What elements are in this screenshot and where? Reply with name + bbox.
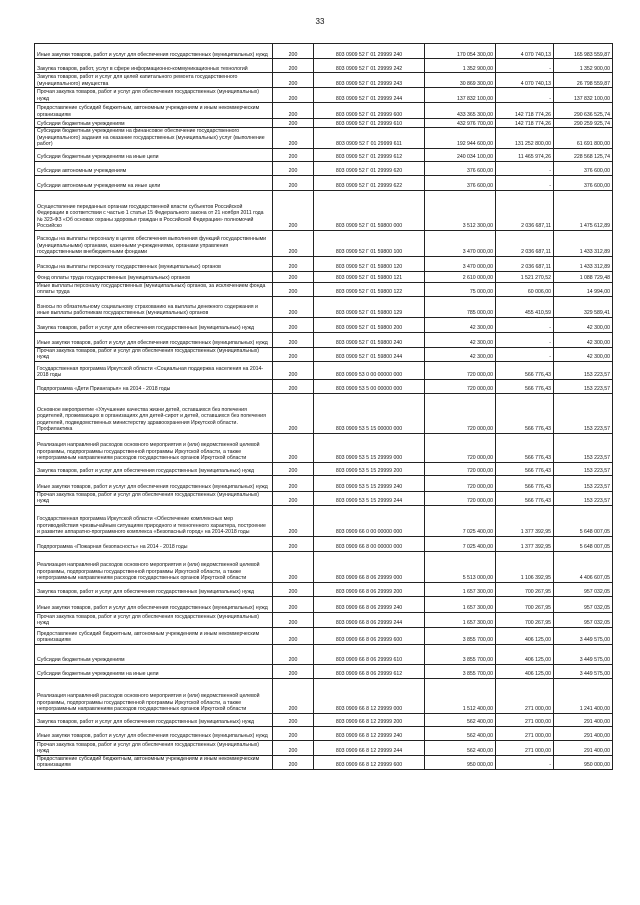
row-classification-code: 803 0909 52 Г 01 59800 129 xyxy=(314,296,425,317)
row-approved-amount: 720 000,00 xyxy=(425,462,496,475)
row-executed-amount: 566 776,43 xyxy=(496,361,554,379)
row-code: 200 xyxy=(273,271,314,282)
row-executed-amount: 1 521 270,52 xyxy=(496,271,554,282)
row-unexecuted-amount: 3 449 575,00 xyxy=(554,664,613,678)
row-approved-amount: 785 000,00 xyxy=(425,296,496,317)
row-executed-amount: - xyxy=(496,59,554,73)
row-name: Прочая закупка товаров, работ и услуг для обеспечения государственных (муниципальных) нужд xyxy=(35,491,273,505)
table-row xyxy=(35,475,613,491)
row-unexecuted-amount: 1 433 312,89 xyxy=(554,230,613,256)
row-executed-amount: 2 036 687,11 xyxy=(496,190,554,230)
table-row xyxy=(35,317,613,332)
row-unexecuted-amount: 153 223,57 xyxy=(554,491,613,505)
row-executed-amount: 142 718 774,26 xyxy=(496,119,554,128)
row-unexecuted-amount: 950 000,00 xyxy=(554,755,613,769)
row-approved-amount: 192 944 600,00 xyxy=(425,128,496,149)
row-code: 200 xyxy=(273,361,314,379)
row-unexecuted-amount: 1 352 900,00 xyxy=(554,59,613,73)
row-unexecuted-amount: 957 032,05 xyxy=(554,582,613,596)
row-name: Иные закупки товаров, работ и услуг для обеспечения государственных (муниципальных) нужд xyxy=(35,332,273,347)
row-code: 200 xyxy=(273,713,314,726)
row-approved-amount: 30 869 300,00 xyxy=(425,73,496,88)
row-executed-amount: 4 070 740,13 xyxy=(496,44,554,59)
row-name: Прочая закупка товаров, работ и услуг для обеспечения государственных (муниципальных) нужд xyxy=(35,347,273,361)
table-row xyxy=(35,59,613,73)
row-executed-amount: 566 776,43 xyxy=(496,433,554,462)
row-classification-code: 803 0909 66 8 12 29999 240 xyxy=(314,726,425,740)
row-code: 200 xyxy=(273,148,314,161)
row-approved-amount: 137 832 100,00 xyxy=(425,88,496,103)
row-name: Реализация направлений расходов основного мероприятия и (или) ведомственной целевой программы, подпрограммы государственной программы Иркутской области, а также непрограммным направлениям расходов государственных органов Иркутской области xyxy=(35,433,273,462)
row-name: Расходы на выплаты персоналу государственных (муниципальных) органов xyxy=(35,256,273,271)
row-executed-amount: 11 465 974,26 xyxy=(496,148,554,161)
row-approved-amount: 3 855 700,00 xyxy=(425,644,496,664)
page-number: 33 xyxy=(315,17,325,26)
row-unexecuted-amount: 42 300,00 xyxy=(554,347,613,361)
row-code: 200 xyxy=(273,627,314,644)
table-row xyxy=(35,271,613,282)
table-row xyxy=(35,161,613,175)
row-approved-amount: 376 600,00 xyxy=(425,175,496,190)
row-classification-code: 803 0909 52 Г 01 29999 242 xyxy=(314,59,425,73)
row-name: Иные закупки товаров, работ и услуг для обеспечения государственных (муниципальных) нужд xyxy=(35,475,273,491)
row-approved-amount: 433 365 300,00 xyxy=(425,103,496,119)
row-classification-code: 803 0909 66 8 12 29999 244 xyxy=(314,740,425,755)
row-executed-amount: - xyxy=(496,755,554,769)
row-unexecuted-amount: 153 223,57 xyxy=(554,393,613,433)
row-classification-code: 803 0909 66 8 06 29999 610 xyxy=(314,644,425,664)
row-approved-amount: 1 657 300,00 xyxy=(425,582,496,596)
table-row xyxy=(35,491,613,505)
row-approved-amount: 3 470 000,00 xyxy=(425,256,496,271)
row-name: Субсидии бюджетным учреждениям xyxy=(35,119,273,128)
row-approved-amount: 7 025 400,00 xyxy=(425,536,496,551)
row-code: 200 xyxy=(273,536,314,551)
row-name: Предоставление субсидий бюджетным, автономным учреждениям и иным некоммерческим организациям xyxy=(35,103,273,119)
table-row xyxy=(35,393,613,433)
row-name: Субсидии автономным учреждениям на иные цели xyxy=(35,175,273,190)
row-code: 200 xyxy=(273,175,314,190)
row-executed-amount: 406 125,00 xyxy=(496,644,554,664)
row-executed-amount: - xyxy=(496,317,554,332)
row-classification-code: 803 0909 52 Г 01 29999 610 xyxy=(314,119,425,128)
row-approved-amount: 42 300,00 xyxy=(425,317,496,332)
table-row xyxy=(35,175,613,190)
row-classification-code: 803 0909 52 Г 01 59800 121 xyxy=(314,271,425,282)
row-classification-code: 803 0909 52 Г 01 29999 240 xyxy=(314,44,425,59)
row-classification-code: 803 0909 66 8 06 29999 244 xyxy=(314,612,425,627)
row-classification-code: 803 0909 53 0 00 00000 000 xyxy=(314,361,425,379)
row-classification-code: 803 0909 66 8 12 29999 200 xyxy=(314,713,425,726)
row-unexecuted-amount: 291 400,00 xyxy=(554,713,613,726)
row-unexecuted-amount: 153 223,57 xyxy=(554,462,613,475)
row-approved-amount: 170 054 300,00 xyxy=(425,44,496,59)
row-classification-code: 803 0909 66 8 06 29999 612 xyxy=(314,664,425,678)
row-executed-amount: 271 000,00 xyxy=(496,678,554,713)
row-executed-amount: 271 000,00 xyxy=(496,713,554,726)
row-approved-amount: 950 000,00 xyxy=(425,755,496,769)
row-classification-code: 803 0909 52 Г 01 59800 100 xyxy=(314,230,425,256)
row-approved-amount: 562 400,00 xyxy=(425,740,496,755)
row-classification-code: 803 0909 66 8 06 29999 600 xyxy=(314,627,425,644)
row-unexecuted-amount: 291 400,00 xyxy=(554,726,613,740)
row-approved-amount: 720 000,00 xyxy=(425,491,496,505)
row-approved-amount: 42 300,00 xyxy=(425,347,496,361)
row-name: Субсидии бюджетным учреждениям на иные цели xyxy=(35,148,273,161)
row-approved-amount: 1 512 400,00 xyxy=(425,678,496,713)
row-approved-amount: 3 470 000,00 xyxy=(425,230,496,256)
row-approved-amount: 3 512 300,00 xyxy=(425,190,496,230)
row-classification-code: 803 0909 52 Г 01 59800 200 xyxy=(314,317,425,332)
table-row xyxy=(35,103,613,119)
row-classification-code: 803 0909 52 Г 01 59800 120 xyxy=(314,256,425,271)
row-approved-amount: 1 657 300,00 xyxy=(425,612,496,627)
row-executed-amount: 142 718 774,26 xyxy=(496,103,554,119)
row-executed-amount: 700 267,95 xyxy=(496,582,554,596)
row-code: 200 xyxy=(273,256,314,271)
row-code: 200 xyxy=(273,726,314,740)
row-approved-amount: 75 000,00 xyxy=(425,282,496,296)
row-unexecuted-amount: 957 032,05 xyxy=(554,596,613,612)
row-approved-amount: 7 025 400,00 xyxy=(425,505,496,536)
row-classification-code: 803 0909 53 5 15 29999 200 xyxy=(314,462,425,475)
row-unexecuted-amount: 42 300,00 xyxy=(554,317,613,332)
row-executed-amount: 566 776,43 xyxy=(496,393,554,433)
row-approved-amount: 562 400,00 xyxy=(425,713,496,726)
table-row xyxy=(35,128,613,149)
row-name: Прочая закупка товаров, работ и услуг для обеспечения государственных (муниципальных) нужд xyxy=(35,612,273,627)
table-row xyxy=(35,379,613,393)
row-name: Закупка товаров, работ и услуг для обеспечения государственных (муниципальных) нужд xyxy=(35,317,273,332)
row-code: 200 xyxy=(273,582,314,596)
row-name: Субсидии бюджетным учреждениям xyxy=(35,644,273,664)
row-approved-amount: 720 000,00 xyxy=(425,433,496,462)
row-classification-code: 803 0909 53 5 00 00000 000 xyxy=(314,379,425,393)
row-name: Предоставление субсидий бюджетным, автономным учреждениям и иным некоммерческим организациям xyxy=(35,627,273,644)
row-code: 200 xyxy=(273,190,314,230)
table-row xyxy=(35,148,613,161)
row-code: 200 xyxy=(273,551,314,582)
row-approved-amount: 1 352 900,00 xyxy=(425,59,496,73)
table-row xyxy=(35,582,613,596)
table-row xyxy=(35,627,613,644)
row-executed-amount: 1 106 392,95 xyxy=(496,551,554,582)
table-row xyxy=(35,596,613,612)
row-approved-amount: 562 400,00 xyxy=(425,726,496,740)
row-unexecuted-amount: 1 433 312,89 xyxy=(554,256,613,271)
row-classification-code: 803 0909 53 5 15 29999 000 xyxy=(314,433,425,462)
row-unexecuted-amount: 291 400,00 xyxy=(554,740,613,755)
row-name: Иные закупки товаров, работ и услуг для обеспечения государственных (муниципальных) нужд xyxy=(35,726,273,740)
row-code: 200 xyxy=(273,103,314,119)
row-code: 200 xyxy=(273,462,314,475)
table-row xyxy=(35,536,613,551)
table-row xyxy=(35,462,613,475)
row-name: Предоставление субсидий бюджетным, автономным учреждениям и иным некоммерческим организациям xyxy=(35,755,273,769)
table-row xyxy=(35,88,613,103)
row-executed-amount: 700 267,95 xyxy=(496,612,554,627)
row-classification-code: 803 0909 66 8 06 29999 240 xyxy=(314,596,425,612)
row-code: 200 xyxy=(273,393,314,433)
row-name: Иные выплаты персоналу государственных (муниципальных) органов, за исключением фонда оплаты труда xyxy=(35,282,273,296)
row-code: 200 xyxy=(273,59,314,73)
table-row xyxy=(35,713,613,726)
row-approved-amount: 5 513 000,00 xyxy=(425,551,496,582)
row-code: 200 xyxy=(273,296,314,317)
row-code: 200 xyxy=(273,755,314,769)
row-name: Государственная программа Иркутской области «Социальная поддержка населения на 2014-2018 годы xyxy=(35,361,273,379)
row-code: 200 xyxy=(273,347,314,361)
row-unexecuted-amount: 1 241 400,00 xyxy=(554,678,613,713)
table-row xyxy=(35,332,613,347)
table-row xyxy=(35,644,613,664)
table-body xyxy=(35,44,613,770)
row-name: Субсидии автономным учреждениям xyxy=(35,161,273,175)
row-code: 200 xyxy=(273,505,314,536)
table-row xyxy=(35,505,613,536)
row-code: 200 xyxy=(273,475,314,491)
row-unexecuted-amount: 165 983 559,87 xyxy=(554,44,613,59)
row-approved-amount: 2 610 000,00 xyxy=(425,271,496,282)
row-approved-amount: 3 855 700,00 xyxy=(425,627,496,644)
table-row xyxy=(35,119,613,128)
row-name: Прочая закупка товаров, работ и услуг для обеспечения государственных (муниципальных) нужд xyxy=(35,740,273,755)
row-unexecuted-amount: 26 798 559,87 xyxy=(554,73,613,88)
row-code: 200 xyxy=(273,678,314,713)
row-name: Подпрограмма «Пожарная безопасность» на 2014 - 2018 годы xyxy=(35,536,273,551)
row-approved-amount: 720 000,00 xyxy=(425,379,496,393)
table-row xyxy=(35,73,613,88)
row-executed-amount: 406 125,00 xyxy=(496,627,554,644)
row-code: 200 xyxy=(273,740,314,755)
row-executed-amount: - xyxy=(496,161,554,175)
row-approved-amount: 720 000,00 xyxy=(425,475,496,491)
table-row xyxy=(35,44,613,59)
row-code: 200 xyxy=(273,44,314,59)
row-approved-amount: 720 000,00 xyxy=(425,393,496,433)
row-classification-code: 803 0909 53 5 15 29999 244 xyxy=(314,491,425,505)
row-name: Субсидии бюджетным учреждениям на финансовое обеспечение государственного (муниципального) задания на оказание государственных (муниципальных) услуг (выполнение работ) xyxy=(35,128,273,149)
table-row xyxy=(35,664,613,678)
row-unexecuted-amount: 61 691 800,00 xyxy=(554,128,613,149)
row-code: 200 xyxy=(273,644,314,664)
row-code: 200 xyxy=(273,230,314,256)
table-row xyxy=(35,726,613,740)
table-row xyxy=(35,230,613,256)
row-code: 200 xyxy=(273,433,314,462)
row-code: 200 xyxy=(273,73,314,88)
row-classification-code: 803 0909 52 Г 01 59800 000 xyxy=(314,190,425,230)
row-classification-code: 803 0909 52 Г 01 29999 244 xyxy=(314,88,425,103)
row-classification-code: 803 0909 53 5 15 29999 240 xyxy=(314,475,425,491)
row-code: 200 xyxy=(273,128,314,149)
table-row xyxy=(35,551,613,582)
row-unexecuted-amount: 14 994,00 xyxy=(554,282,613,296)
row-code: 200 xyxy=(273,119,314,128)
row-classification-code: 803 0909 66 8 12 29999 000 xyxy=(314,678,425,713)
row-code: 200 xyxy=(273,664,314,678)
row-classification-code: 803 0909 52 Г 01 29999 612 xyxy=(314,148,425,161)
row-executed-amount: - xyxy=(496,332,554,347)
row-name: Закупка товаров, работ и услуг для обеспечения государственных (муниципальных) нужд xyxy=(35,713,273,726)
row-unexecuted-amount: 153 223,57 xyxy=(554,475,613,491)
row-approved-amount: 376 600,00 xyxy=(425,161,496,175)
table-row xyxy=(35,678,613,713)
row-code: 200 xyxy=(273,332,314,347)
row-executed-amount: 566 776,43 xyxy=(496,475,554,491)
row-classification-code: 803 0909 52 Г 01 59800 244 xyxy=(314,347,425,361)
table-row xyxy=(35,347,613,361)
row-name: Закупка товаров, работ и услуг для обеспечения государственных (муниципальных) нужд xyxy=(35,462,273,475)
row-name: Осуществление переданных органам государственной власти субъектов Российской Федерации в соответствии с частью 1 статьи 15 Федерального закона от 21 ноября 2011 года № 323-ФЗ «Об основах охраны здоровья граждан в Российской Федерации» полномочий Российско xyxy=(35,190,273,230)
row-unexecuted-amount: 5 648 007,05 xyxy=(554,536,613,551)
row-code: 200 xyxy=(273,282,314,296)
row-classification-code: 803 0909 52 Г 01 59800 240 xyxy=(314,332,425,347)
row-unexecuted-amount: 329 589,41 xyxy=(554,296,613,317)
row-name: Иные закупки товаров, работ и услуг для обеспечения государственных (муниципальных) нужд xyxy=(35,596,273,612)
row-executed-amount: 455 410,59 xyxy=(496,296,554,317)
row-approved-amount: 42 300,00 xyxy=(425,332,496,347)
row-executed-amount: 566 776,43 xyxy=(496,462,554,475)
row-code: 200 xyxy=(273,317,314,332)
row-unexecuted-amount: 290 259 925,74 xyxy=(554,119,613,128)
table-row xyxy=(35,612,613,627)
row-unexecuted-amount: 137 832 100,00 xyxy=(554,88,613,103)
row-unexecuted-amount: 153 223,57 xyxy=(554,379,613,393)
row-approved-amount: 240 034 100,00 xyxy=(425,148,496,161)
row-unexecuted-amount: 228 568 125,74 xyxy=(554,148,613,161)
row-name: Взносы по обязательному социальному страхованию на выплаты денежного содержания и иные выплаты работникам государственных (муниципальных) органов xyxy=(35,296,273,317)
row-name: Подпрограмма «Дети Приангарья» на 2014 - 2018 годы xyxy=(35,379,273,393)
row-name: Фонд оплаты труда государственных (муниципальных) органов xyxy=(35,271,273,282)
row-executed-amount: - xyxy=(496,347,554,361)
row-unexecuted-amount: 4 406 607,05 xyxy=(554,551,613,582)
row-approved-amount: 432 976 700,00 xyxy=(425,119,496,128)
row-classification-code: 803 0909 66 8 12 29999 600 xyxy=(314,755,425,769)
row-executed-amount: 2 036 687,11 xyxy=(496,256,554,271)
row-unexecuted-amount: 153 223,57 xyxy=(554,433,613,462)
row-executed-amount: 2 036 687,11 xyxy=(496,230,554,256)
row-unexecuted-amount: 3 449 575,00 xyxy=(554,644,613,664)
row-unexecuted-amount: 957 032,05 xyxy=(554,612,613,627)
row-approved-amount: 3 855 700,00 xyxy=(425,664,496,678)
table-row xyxy=(35,740,613,755)
row-unexecuted-amount: 3 449 575,00 xyxy=(554,627,613,644)
row-executed-amount: 566 776,43 xyxy=(496,491,554,505)
row-executed-amount: 406 125,00 xyxy=(496,664,554,678)
table-row xyxy=(35,282,613,296)
row-classification-code: 803 0909 53 5 15 00000 000 xyxy=(314,393,425,433)
row-executed-amount: 131 252 800,00 xyxy=(496,128,554,149)
row-unexecuted-amount: 1 088 729,48 xyxy=(554,271,613,282)
row-code: 200 xyxy=(273,161,314,175)
row-code: 200 xyxy=(273,379,314,393)
table-row xyxy=(35,190,613,230)
row-classification-code: 803 0909 66 8 06 29999 200 xyxy=(314,582,425,596)
row-executed-amount: 60 006,00 xyxy=(496,282,554,296)
row-executed-amount: 271 000,00 xyxy=(496,740,554,755)
row-classification-code: 803 0909 52 Г 01 29999 243 xyxy=(314,73,425,88)
row-executed-amount: 1 377 392,95 xyxy=(496,505,554,536)
row-executed-amount: - xyxy=(496,88,554,103)
row-approved-amount: 1 657 300,00 xyxy=(425,596,496,612)
row-name: Иные закупки товаров, работ и услуг для обеспечения государственных (муниципальных) нужд xyxy=(35,44,273,59)
row-executed-amount: 566 776,43 xyxy=(496,379,554,393)
row-classification-code: 803 0909 66 0 00 00000 000 xyxy=(314,505,425,536)
row-name: Расходы на выплаты персоналу в целях обеспечения выполнения функций государственными (муниципальными) органами, казенными учреждениями, органами управления государственными внебюджетными фондами xyxy=(35,230,273,256)
row-code: 200 xyxy=(273,612,314,627)
row-name: Закупка товаров, работ и услуг для целей капитального ремонта государственного (муниципального) имущества xyxy=(35,73,273,88)
table-row xyxy=(35,361,613,379)
row-unexecuted-amount: 153 223,57 xyxy=(554,361,613,379)
row-code: 200 xyxy=(273,491,314,505)
row-classification-code: 803 0909 52 Г 01 59800 122 xyxy=(314,282,425,296)
row-executed-amount: 700 267,95 xyxy=(496,596,554,612)
row-name: Закупка товаров, работ, услуг в сфере информационно-коммуникационных технологий xyxy=(35,59,273,73)
table-row xyxy=(35,755,613,769)
row-classification-code: 803 0909 52 Г 01 29999 600 xyxy=(314,103,425,119)
row-name: Закупка товаров, работ и услуг для обеспечения государственных (муниципальных) нужд xyxy=(35,582,273,596)
row-approved-amount: 720 000,00 xyxy=(425,361,496,379)
table-row xyxy=(35,296,613,317)
row-name: Государственная программа Иркутской области «Обеспечение комплексных мер противодействия чрезвычайным ситуациям природного и техногенного характера, построение и развитие аппаратно-программного комплекса «Безопасный город» на 2014-2018 годы xyxy=(35,505,273,536)
row-classification-code: 803 0909 66 8 00 00000 000 xyxy=(314,536,425,551)
row-unexecuted-amount: 290 636 525,74 xyxy=(554,103,613,119)
row-unexecuted-amount: 376 600,00 xyxy=(554,161,613,175)
table-row xyxy=(35,433,613,462)
row-classification-code: 803 0909 52 Г 01 29999 622 xyxy=(314,175,425,190)
row-classification-code: 803 0909 52 Г 01 29999 611 xyxy=(314,128,425,149)
row-code: 200 xyxy=(273,88,314,103)
row-executed-amount: 271 000,00 xyxy=(496,726,554,740)
row-name: Реализация направлений расходов основного мероприятия и (или) ведомственной целевой программы, подпрограммы государственной программы Иркутской области, а также непрограммным направлениям расходов государственных органов Иркутской области xyxy=(35,551,273,582)
row-name: Основное мероприятие «Улучшение качества жизни детей, оставшихся без попечения родителей, проживающих в организациях для детей-сирот и детей, оставшихся без попечения родителей, подведомственных министерству здравоохранения Иркутской области. Профилактика xyxy=(35,393,273,433)
row-unexecuted-amount: 1 475 612,89 xyxy=(554,190,613,230)
table-row xyxy=(35,256,613,271)
row-name: Субсидии бюджетным учреждениям на иные цели xyxy=(35,664,273,678)
row-classification-code: 803 0909 66 8 06 29999 000 xyxy=(314,551,425,582)
row-executed-amount: 4 070 740,13 xyxy=(496,73,554,88)
row-unexecuted-amount: 42 300,00 xyxy=(554,332,613,347)
row-name: Прочая закупка товаров, работ и услуг для обеспечения государственных (муниципальных) нужд xyxy=(35,88,273,103)
row-executed-amount: 1 377 392,95 xyxy=(496,536,554,551)
budget-execution-table xyxy=(34,43,613,770)
row-unexecuted-amount: 5 648 007,05 xyxy=(554,505,613,536)
row-executed-amount: - xyxy=(496,175,554,190)
row-name: Реализация направлений расходов основного мероприятия и (или) ведомственной целевой программы, подпрограммы государственной программы Иркутской области, а также непрограммным направлениям расходов государственных органов Иркутской области xyxy=(35,678,273,713)
row-unexecuted-amount: 376 600,00 xyxy=(554,175,613,190)
row-code: 200 xyxy=(273,596,314,612)
row-classification-code: 803 0909 52 Г 01 29999 620 xyxy=(314,161,425,175)
